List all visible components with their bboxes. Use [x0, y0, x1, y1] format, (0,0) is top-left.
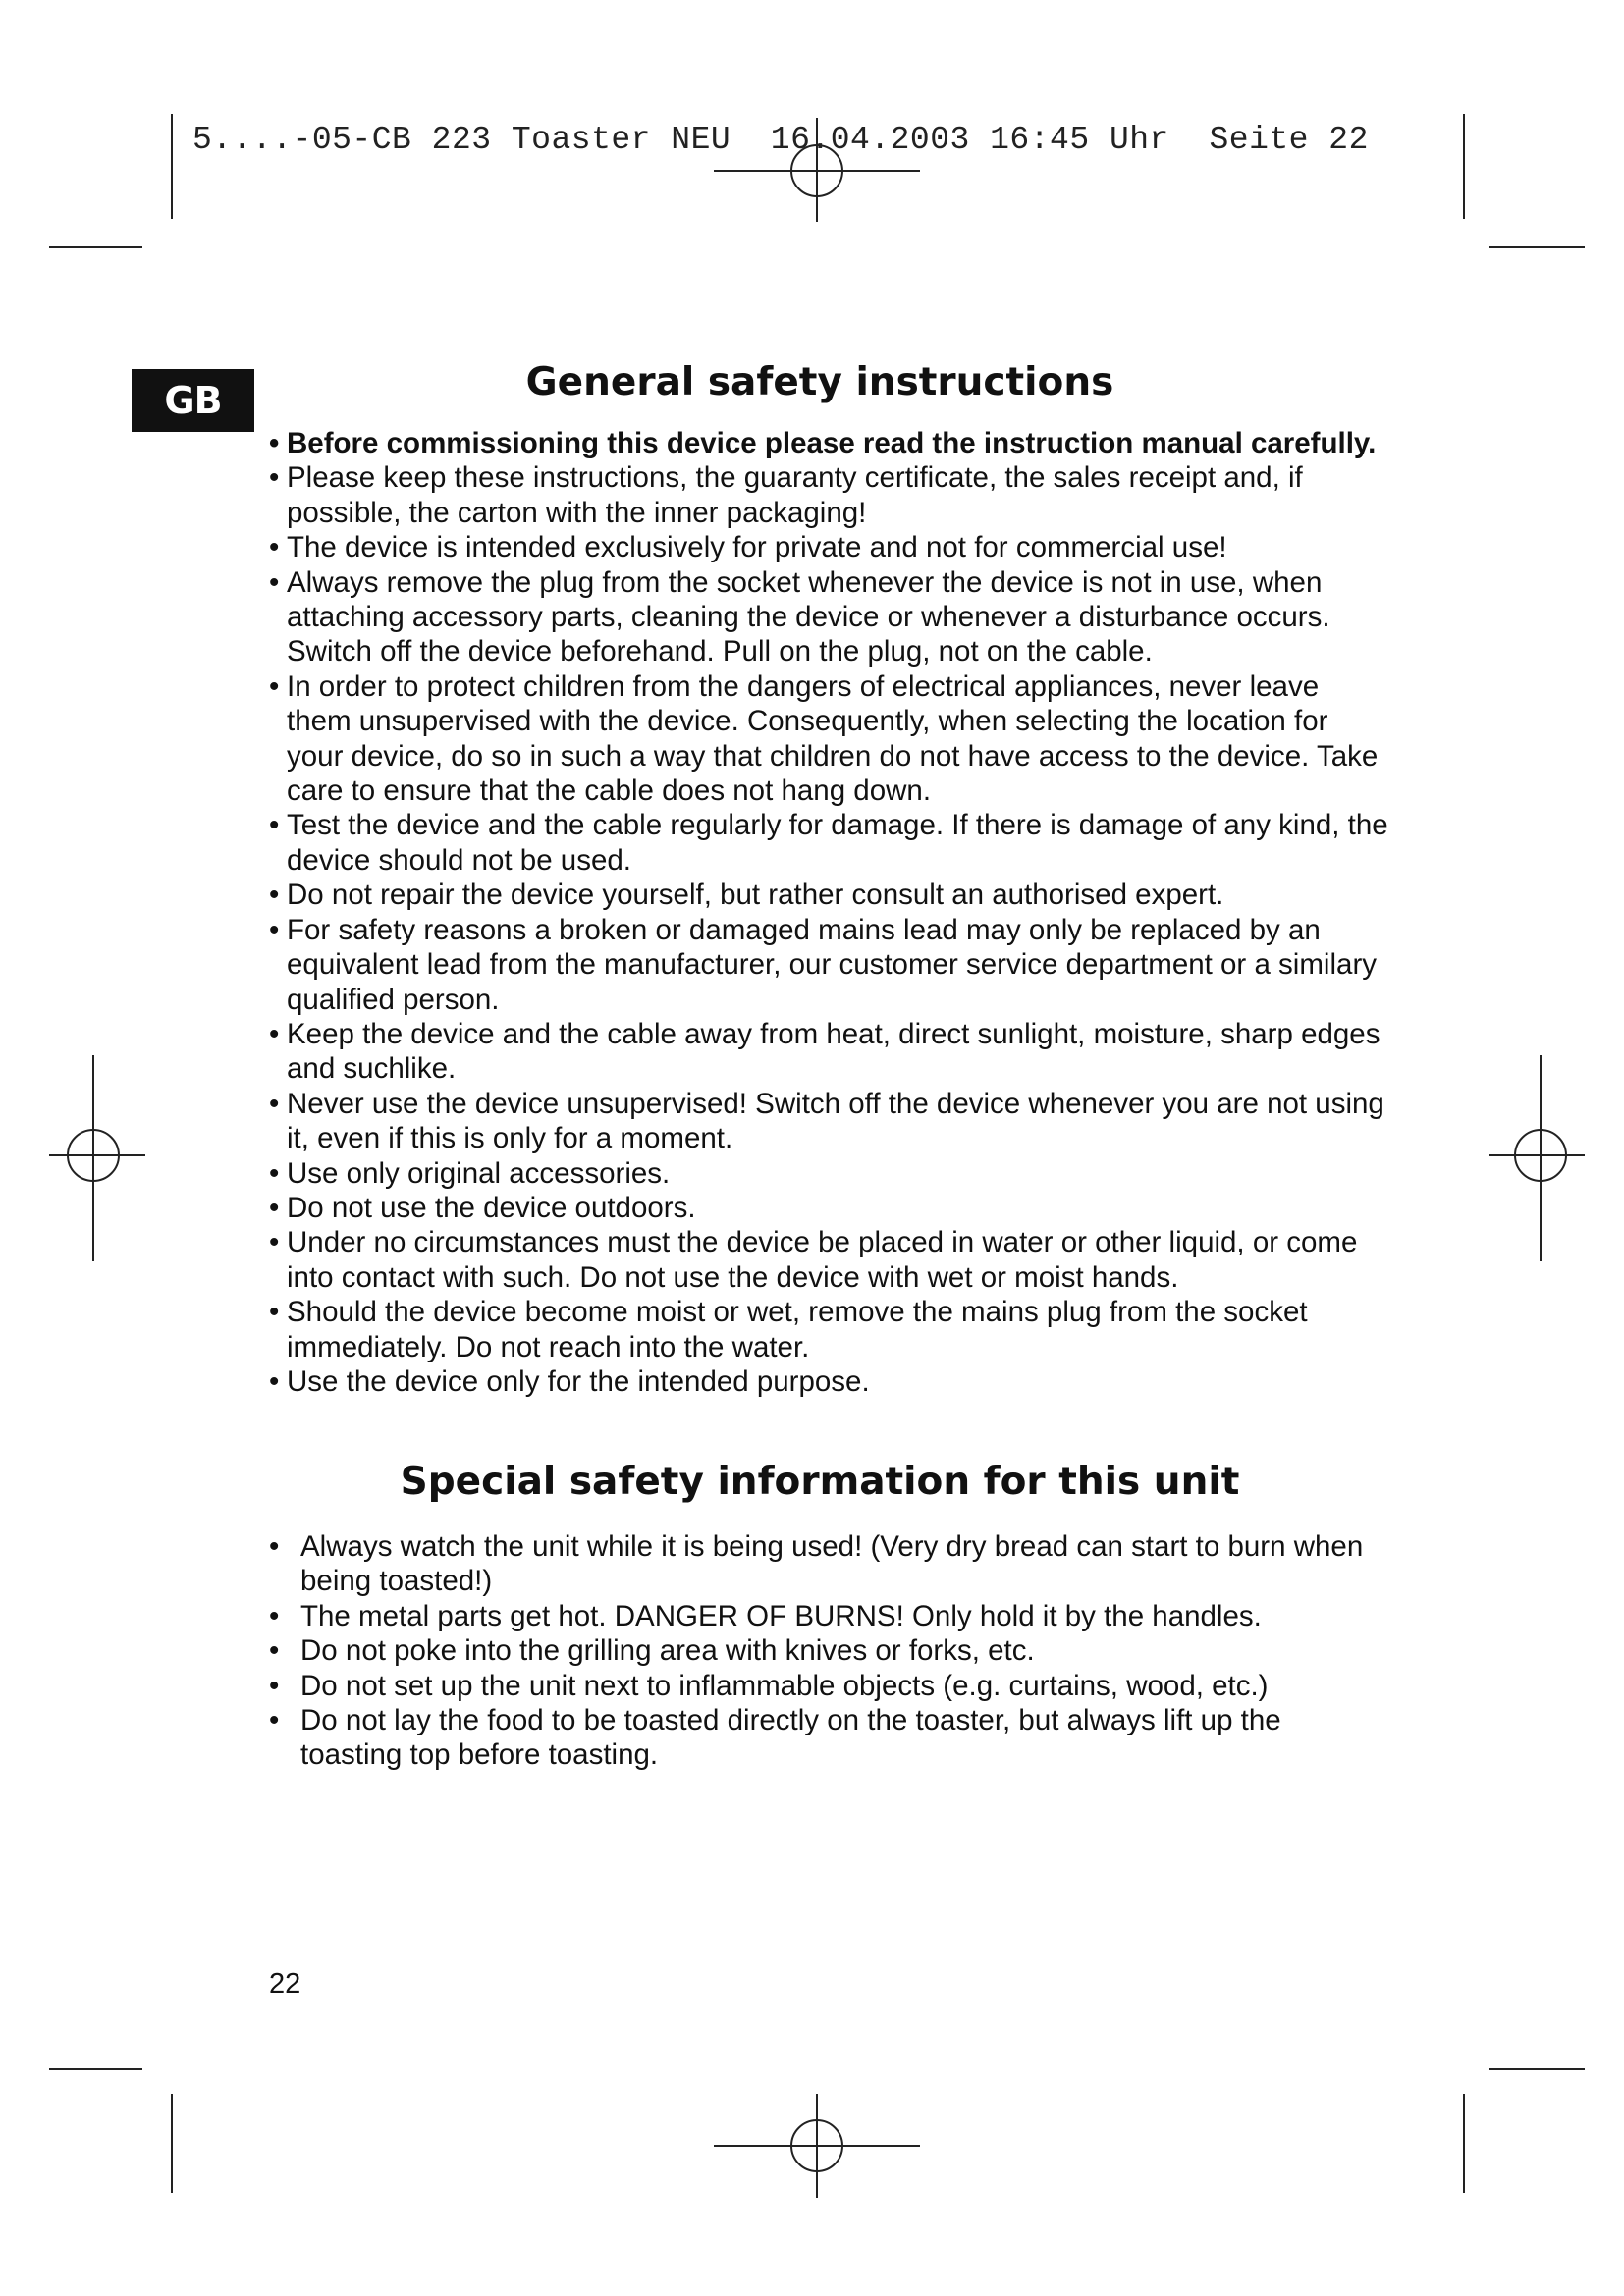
list-item-text: • Under no circumstances must the device be placed in water or other liquid, or come into contact with such. Do not use the device with wet or moist hands.: [287, 1226, 1358, 1294]
list-item-text: • Always watch the unit while it is being used! (Very dry bread can start to burn when being toasted!): [300, 1530, 1364, 1598]
list-item-text: • Should the device become moist or wet, remove the mains plug from the socket immediately. Do not reach into the water.: [287, 1296, 1308, 1363]
list-item: [269, 1703, 1388, 1773]
list-item-text: • In order to protect children from the dangers of electrical appliances, never leave them unsupervised with the device. Consequently, when selecting the location for your device, do so in such a way that children do not have access to the device. Take care to ensure that the cable does not hang down.: [287, 669, 1379, 808]
list-item: [269, 1364, 1388, 1399]
list-item-text: • For safety reasons a broken or damaged mains lead may only be replaced by an equivalent lead from the manufacturer, our customer service department or a similary qualified person.: [287, 913, 1378, 1016]
list-item: [269, 1017, 1388, 1087]
list-item: [269, 530, 1388, 564]
list-item: [269, 1225, 1388, 1295]
list-item: [269, 460, 1388, 530]
list-item-text: • The metal parts get hot. DANGER OF BURNS! Only hold it by the handles.: [300, 1599, 1262, 1632]
list-item: [269, 913, 1388, 1017]
list-item: [269, 878, 1388, 912]
list-item: [269, 1669, 1388, 1703]
list-item: [269, 669, 1388, 809]
list-item-text: • Do not lay the food to be toasted directly on the toaster, but always lift up the toasting top before toasting.: [300, 1704, 1281, 1772]
list-item: [269, 1529, 1388, 1599]
list-item-text: • Never use the device unsupervised! Switch off the device whenever you are not using it, even if this is only for a moment.: [287, 1087, 1384, 1155]
list-item-text: • Test the device and the cable regularly for damage. If there is damage of any kind, the device should not be used.: [287, 809, 1388, 877]
list-item: [269, 1599, 1388, 1633]
list-item: [269, 1295, 1388, 1364]
list-item-text: • Do not repair the device yourself, but rather consult an authorised expert.: [287, 879, 1224, 912]
list-item-text: • Before commissioning this device please read the instruction manual carefully.: [287, 427, 1377, 459]
list-item-text: • Do not poke into the grilling area with knives or forks, etc.: [300, 1634, 1035, 1668]
list-item: [269, 1156, 1388, 1191]
list-item-text: • Use the device only for the intended purpose.: [287, 1364, 870, 1398]
language-tab: GB: [132, 369, 254, 432]
list-item-text: • Keep the device and the cable away from heat, direct sunlight, moisture, sharp edges and suchlike.: [287, 1017, 1380, 1086]
list-item: [269, 1633, 1388, 1668]
section-title-general: General safety instructions: [525, 360, 1114, 404]
list-item: [269, 808, 1388, 878]
list-item-text: • Use only original accessories.: [287, 1156, 671, 1190]
list-item: [269, 1087, 1388, 1156]
list-item: [269, 565, 1388, 669]
list-item-text: • Please keep these instructions, the guaranty certificate, the sales receipt and, if possible, the carton with the inner packaging!: [287, 461, 1303, 529]
list-item-text: • The device is intended exclusively for private and not for commercial use!: [287, 531, 1227, 564]
general-safety-list: [269, 426, 1388, 1399]
list-item: [269, 426, 1388, 460]
list-item: [269, 1191, 1388, 1225]
special-safety-list: [269, 1529, 1388, 1773]
page-number: 22: [269, 1968, 301, 2000]
list-item-text: • Do not set up the unit next to inflammable objects (e.g. curtains, wood, etc.): [300, 1669, 1269, 1702]
list-item-text: • Do not use the device outdoors.: [287, 1191, 696, 1224]
list-item-text: • Always remove the plug from the socket whenever the device is not in use, when attaching accessory parts, cleaning the device or whenever a disturbance occurs. Switch off the device beforehand. Pull on the plug, not on the cable.: [287, 565, 1330, 668]
print-header: 5....-05-CB 223 Toaster NEU 16.04.2003 16:45 Uhr Seite 22: [192, 122, 1369, 158]
section-title-special: Special safety information for this unit: [400, 1460, 1240, 1504]
